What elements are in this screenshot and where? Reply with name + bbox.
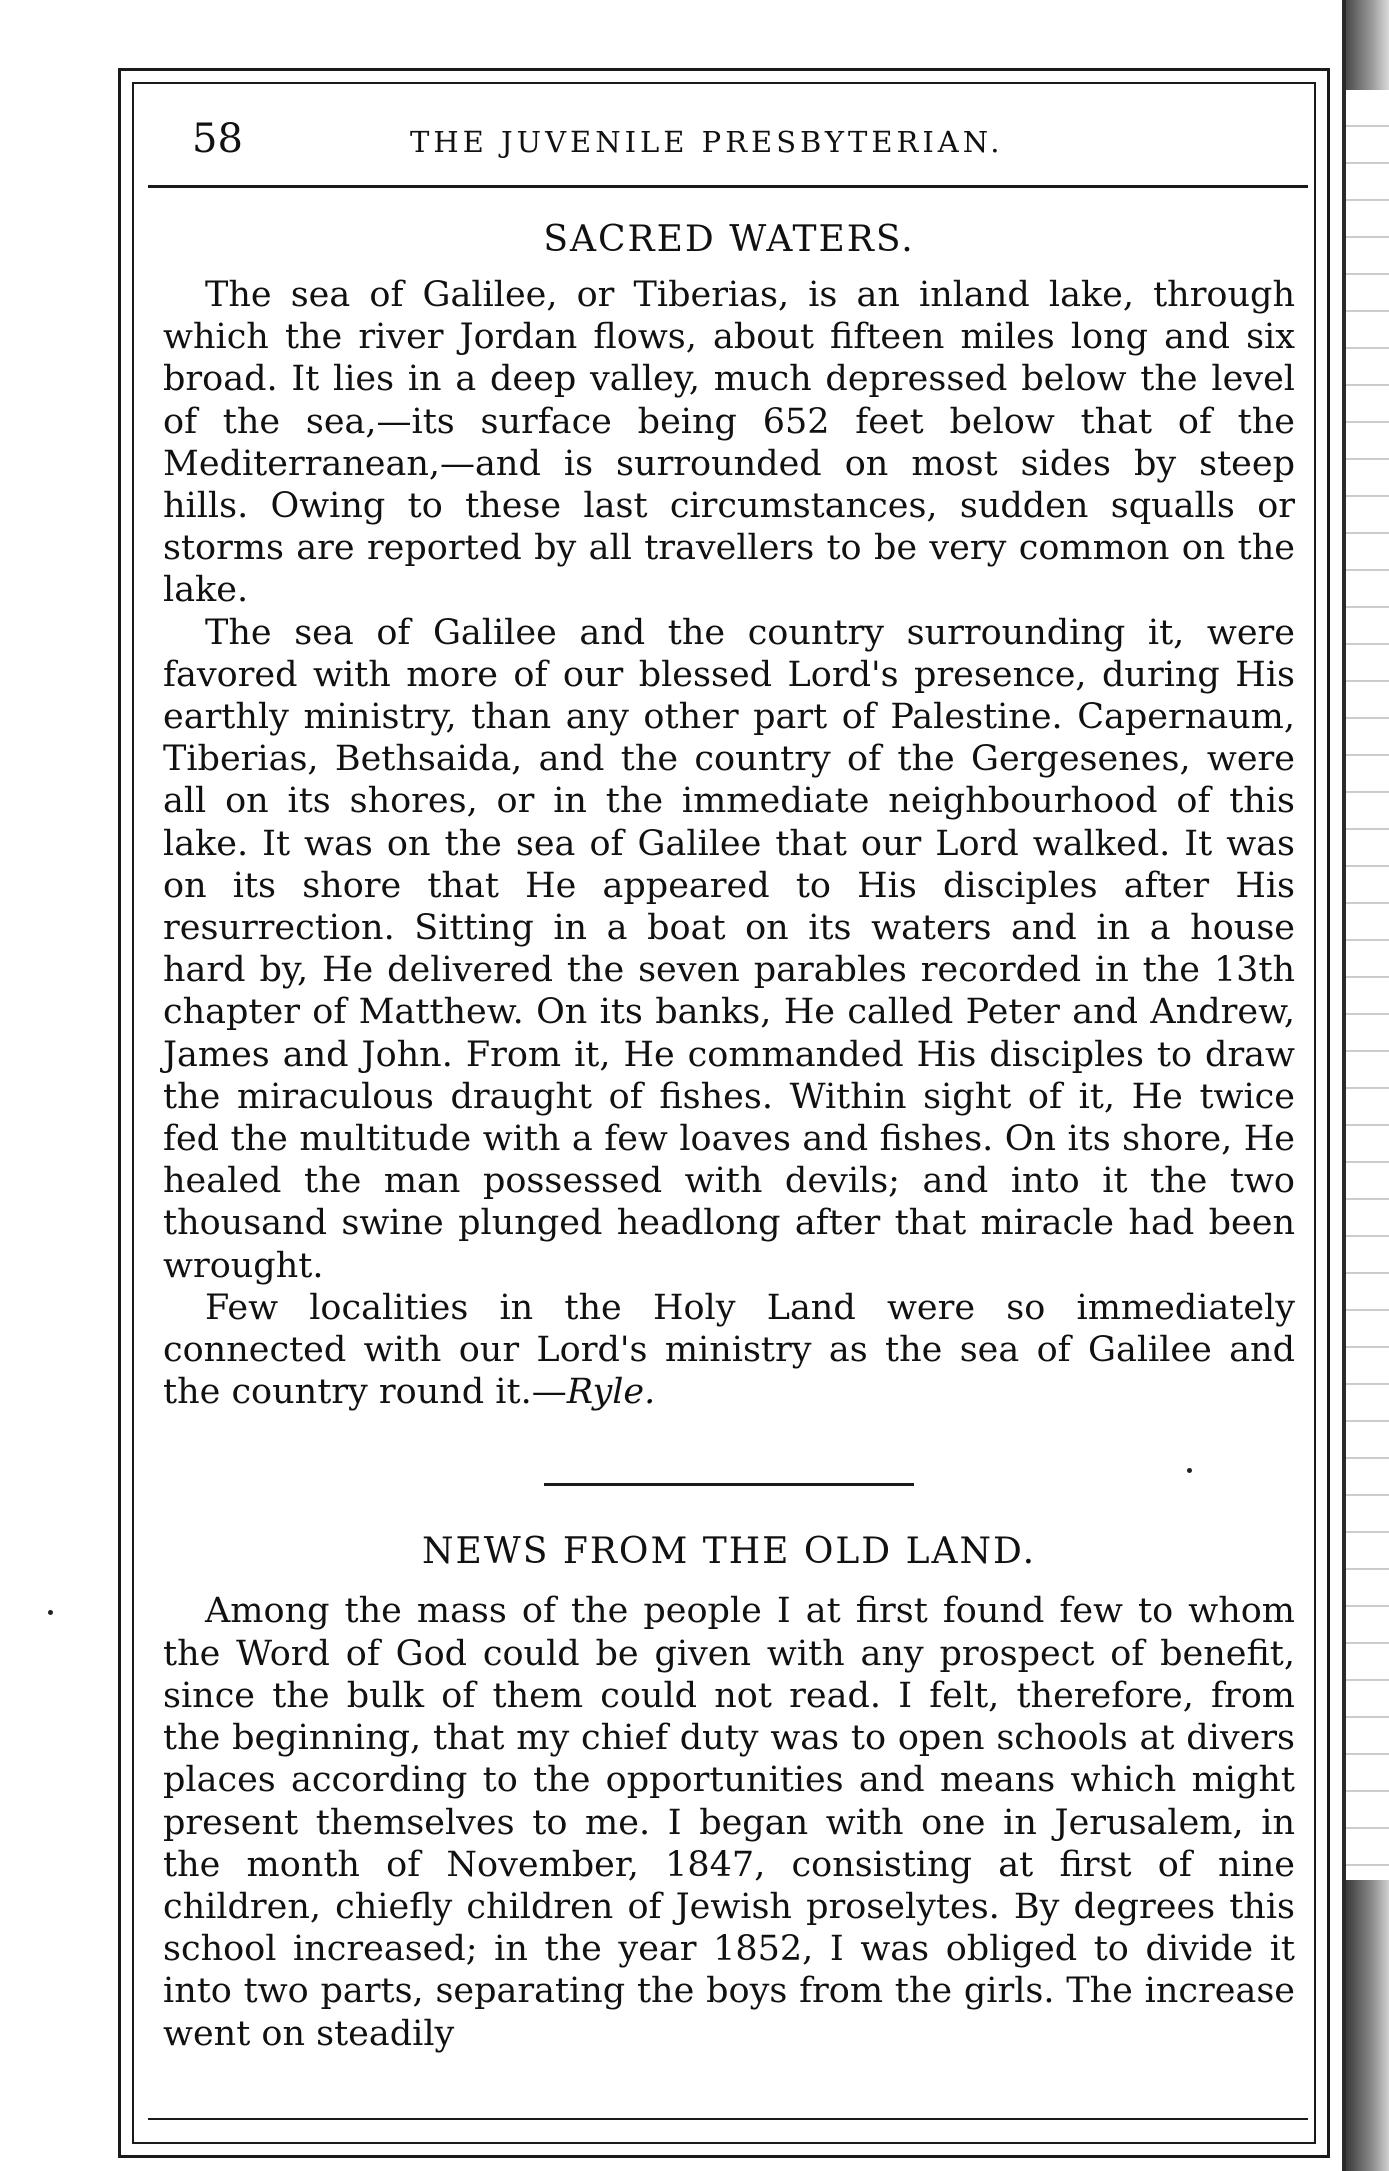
page-number: 58 xyxy=(192,116,243,162)
header-rule xyxy=(148,185,1308,188)
article-title: SACRED WATERS. xyxy=(543,219,915,260)
binding-shadow-bottom xyxy=(1346,1880,1389,2171)
journal-title: THE JUVENILE PRESBYTERIAN. xyxy=(410,125,1004,159)
article-paragraph: The sea of Galilee and the country surrounding it, were favored with more of our blessed Lord's presence, during His earthly ministry, than any other part of Palestine. Capernaum, Tiberias, Bethsaida, and the country of the Gergesenes, were all on its shores, or in the immediate neighbourhood of this lake. It was on the sea of Galilee that our Lord walked. It was on its shore that He appeared to His disciples after His resurrection. Sitting in a boat on its waters and in a house hard by, He delivered the seven parables recorded in the 13th chapter of Matthew. On its banks, He called Peter and Andrew, James and John. From it, He commanded His disciples to draw the miraculous draught of fishes. Within sight of it, He twice fed the multitude with a few loaves and fishes. On its shore, He healed the man possessed with devils; and into it the two thousand swine plunged headlong after that miracle had been wrought. xyxy=(163,612,1295,1286)
page-binding-edge xyxy=(1342,0,1389,2171)
attribution: Ryle. xyxy=(566,1372,656,1413)
closing-text: Few localities in the Holy Land were so immediately connected with our Lord's ministry as the sea of Galilee and the country round it.— xyxy=(163,1287,1295,1413)
print-speck xyxy=(48,1610,53,1615)
print-speck xyxy=(1187,1468,1192,1473)
binding-shadow-top xyxy=(1346,0,1389,90)
section-divider xyxy=(544,1483,914,1486)
article-closing-paragraph xyxy=(163,1287,1295,1414)
footer-rule xyxy=(148,2118,1308,2120)
article-news-from-the-old-land xyxy=(163,1524,1295,2054)
running-head xyxy=(170,112,1300,172)
article-paragraph: Among the mass of the people I at first found few to whom the Word of God could be given with any prospect of benefit, since the bulk of them could not read. I felt, therefore, from the beginning, that my chief duty was to open schools at divers places according to the opportunities and means which might present themselves to me. I began with one in Jerusalem, in the month of November, 1847, consisting at first of nine children, chiefly children of Jewish proselytes. By degrees this school increased; in the year 1852, I was obliged to divide it into two parts, separating the boys from the girls. The increase went on steadily xyxy=(163,1591,1295,2054)
text-column xyxy=(163,212,1295,2055)
article-title: NEWS FROM THE OLD LAND. xyxy=(421,1531,1037,1573)
article-paragraph: The sea of Galilee, or Tiberias, is an inland lake, through which the river Jordan flows, about fifteen miles long and six broad. It lies in a deep valley, much depressed below the level of the sea,—its surface being 652 feet below that of the Mediterranean,—and is surrounded on most sides by steep hills. Owing to these last circumstances, sudden squalls or storms are reported by all travellers to be very common on the lake. xyxy=(163,275,1295,611)
article-sacred-waters xyxy=(163,212,1295,1413)
